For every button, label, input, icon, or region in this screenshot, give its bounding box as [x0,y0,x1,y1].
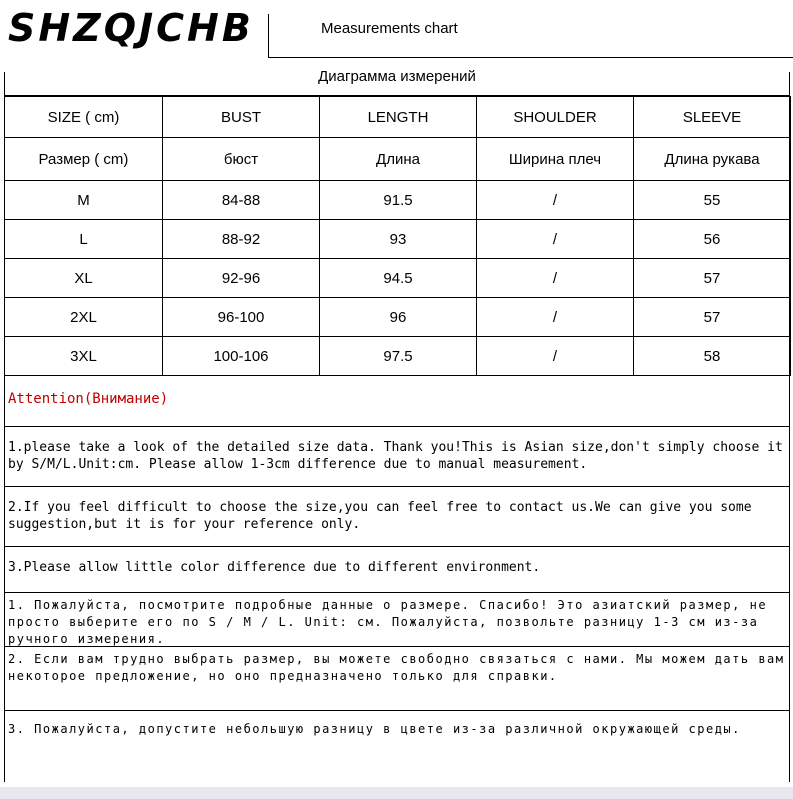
table-cell: 3XL [5,337,163,376]
header [0,0,793,58]
table-row [5,259,791,298]
attention-heading: Attention(Внимание) [4,381,790,427]
table-cell: 58 [634,337,791,376]
table-cell: L [5,220,163,259]
header-cell: SHOULDER [477,97,634,138]
table-row [5,220,791,259]
note-ru-3: 3. Пожалуйста, допустите небольшую разницу в цвете из-за различной окружающей среды. [8,722,741,736]
table-cell: / [477,220,634,259]
notes-section [4,381,790,767]
header-cell: Длина рукава [634,138,791,181]
table-header-row-en [5,97,791,138]
table-cell: 93 [320,220,477,259]
table-cell: 92-96 [163,259,320,298]
table-cell: 55 [634,181,791,220]
table-cell: 84-88 [163,181,320,220]
header-cell: LENGTH [320,97,477,138]
note-ru-1: 1. Пожалуйста, посмотрите подробные данные о размере. Спасибо! Это азиатский размер, не просто выберите его по S / M / L. Unit: см. Пожалуйста, позвольте разницу 1-3 см из-за ручного измерения. [4,593,790,647]
table-cell: / [477,337,634,376]
chart-subtitle: Диаграмма измерений [4,58,790,96]
size-table [4,96,791,376]
note-ru-2: 2. Если вам трудно выбрать размер, вы можете свободно связаться с нами. Мы можем дать вам некоторое предложение, но оно предназначено только для справки. [4,647,790,711]
table-cell: M [5,181,163,220]
chart-title: Measurements chart [268,14,793,58]
table-cell: / [477,181,634,220]
table-row [5,181,791,220]
table-cell: / [477,298,634,337]
table-cell: 94.5 [320,259,477,298]
header-cell: Ширина плеч [477,138,634,181]
table-cell: 57 [634,259,791,298]
note-en-1: 1.please take a look of the detailed size data. Thank you!This is Asian size,don't simply choose it by S/M/L.Unit:cm. Please allow 1-3cm difference due to manual measurement. [4,427,790,487]
note-en-3: 3.Please allow little color difference due to different environment. [4,547,790,593]
table-row [5,337,791,376]
table-header-row-ru [5,138,791,181]
footer-bar [0,787,793,799]
table-cell: 91.5 [320,181,477,220]
table-cell: 56 [634,220,791,259]
table-cell: XL [5,259,163,298]
table-cell: 57 [634,298,791,337]
header-cell: Размер ( cm) [5,138,163,181]
table-cell: 96-100 [163,298,320,337]
table-cell: 96 [320,298,477,337]
header-cell: BUST [163,97,320,138]
table-cell: 100-106 [163,337,320,376]
table-cell: / [477,259,634,298]
header-cell: Длина [320,138,477,181]
table-cell: 2XL [5,298,163,337]
header-cell: SIZE ( cm) [5,97,163,138]
table-cell: 88-92 [163,220,320,259]
brand-logo: SHZQJCHB [8,6,254,50]
table-row [5,298,791,337]
header-cell: бюст [163,138,320,181]
note-en-2: 2.If you feel difficult to choose the size,you can feel free to contact us.We can give you some suggestion,but it is for your reference only. [4,487,790,547]
table-cell: 97.5 [320,337,477,376]
header-cell: SLEEVE [634,97,791,138]
